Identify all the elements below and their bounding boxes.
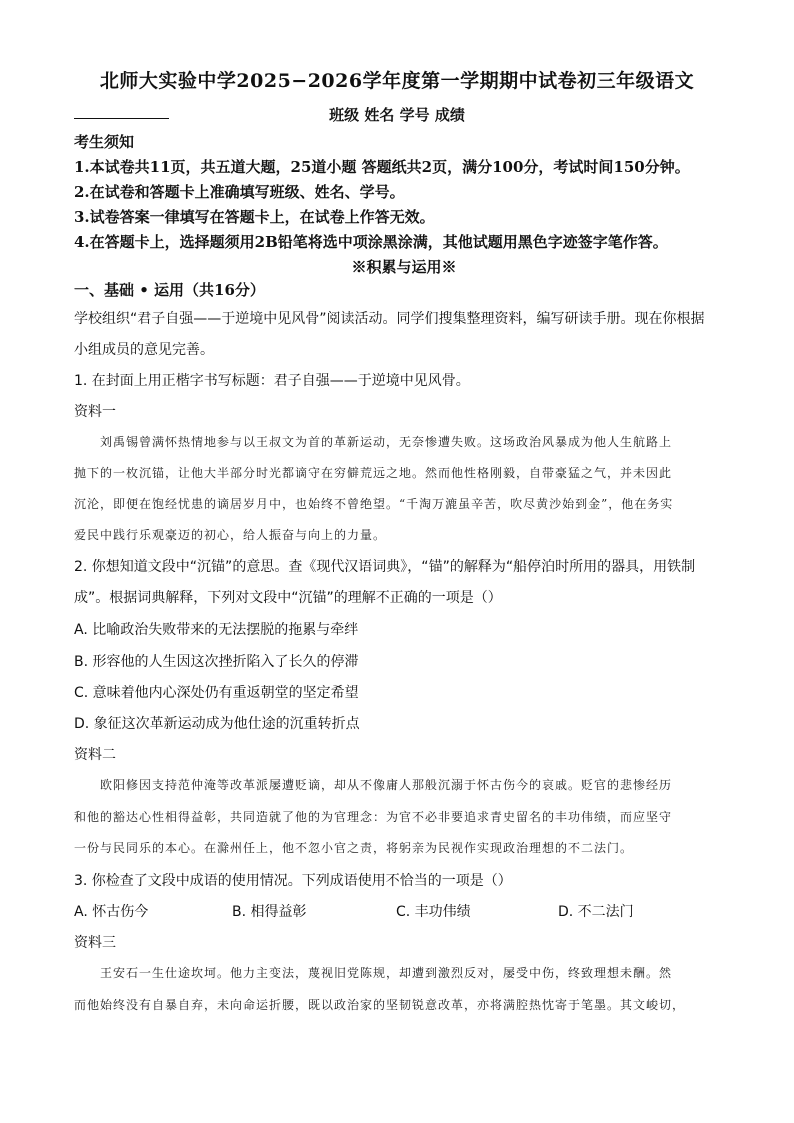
q3-option-c: C. 丰功伟绩 <box>396 904 471 920</box>
q2-option-c: C. 意味着他内心深处仍有重返朝堂的坚定希望 <box>74 685 359 701</box>
name-label: 姓名 <box>364 106 395 124</box>
material-2-label: 资料二 <box>74 747 116 763</box>
class-label: 班级 <box>329 106 360 124</box>
question-2-line: 2. 你想知道文段中“沉锚”的意思。查《现代汉语词典》，“锚”的解释为“船停泊时所用的器具，用铁制 <box>74 559 696 575</box>
material-3-line: 而他始终没有自暴自弃，未向命运折腰，既以政治家的坚韧锐意改革，亦将满腔热忱寄于笔墨。其文峻切， <box>74 998 686 1012</box>
question-2-line: 成”。根据词典解释，下列对文段中“沉锚”的理解不正确的一项是（） <box>74 590 502 606</box>
intro-line-1: 学校组织“君子自强——于逆境中见风骨”阅读活动。同学们搜集整理资料，编写研读手册。现在你根据 <box>74 311 705 327</box>
part1-heading: 一、基础 • 运用（共16分） <box>74 281 265 299</box>
q3-option-b: B. 相得益彰 <box>232 904 307 920</box>
q3-option-a: A. 怀古伤今 <box>74 904 149 920</box>
material-2-line: 一份与民同乐的本心。在滁州任上，他不忽小官之责，将躬亲为民视作实现政治理想的不二法门。 <box>74 841 634 855</box>
q3-options <box>74 901 734 921</box>
q3-option-d: D. 不二法门 <box>558 904 634 920</box>
score-label: 成绩 <box>434 106 465 124</box>
exam-title: 北师大实验中学2025−2026学年度第一学期期中试卷初三年级语文 <box>99 70 695 92</box>
q2-option-a: A. 比喻政治失败带来的无法摆脱的拖累与牵绊 <box>74 622 359 638</box>
material-1-line: 沉沦，即便在饱经忧患的谪居岁月中，也始终不曾绝望。“千淘万漉虽辛苦，吹尽黄沙始到金”，他在务实 <box>74 497 674 511</box>
q2-option-b: B. 形容他的人生因这次挫折陷入了长久的停滞 <box>74 654 359 670</box>
material-3-label: 资料三 <box>74 935 116 951</box>
question-1: 1. 在封面上用正楷字书写标题：君子自强——于逆境中见风骨。 <box>74 373 470 389</box>
notice-item-4: 4.在答题卡上，选择题须用2B铅笔将选中项涂黑涂满，其他试题用黑色字迹签字笔作答。 <box>74 233 668 251</box>
score-field[interactable] <box>74 104 169 119</box>
notice-item-1: 1.本试卷共11页，共五道大题，25道小题 答题纸共2页，满分100分，考试时间150分钟。 <box>74 158 690 176</box>
student-id-label: 学号 <box>399 106 430 124</box>
intro-line-2: 小组成员的意见完善。 <box>74 342 214 358</box>
material-3-line: 王安石一生仕途坎坷。他力主变法，蔑视旧党陈规，却遭到激烈反对，屡受中伤，终致理想未酬。然 <box>100 966 673 980</box>
q2-option-d: D. 象征这次革新运动成为他仕途的沉重转折点 <box>74 716 360 732</box>
material-1-line: 抛下的一枚沉锚，让他大半部分时光都谪守在穷僻荒远之地。然而他性格刚毅，自带豪猛之气，并未因此 <box>74 466 673 480</box>
student-info-fields <box>0 104 794 125</box>
notice-heading: 考生须知 <box>74 133 135 151</box>
section-banner: ※积累与运用※ <box>351 258 457 276</box>
material-2-line: 欧阳修因支持范仲淹等改革派屡遭贬谪，却从不像庸人那般沉溺于怀古伤今的哀戚。贬官的悲惨经历 <box>100 778 673 792</box>
material-2-line: 和他的豁达心性相得益彰，共同造就了他的为官理念：为官不必非要追求青史留名的丰功伟绩，而应坚守 <box>74 810 673 824</box>
question-3: 3. 你检查了文段中成语的使用情况。下列成语使用不恰当的一项是（） <box>74 873 512 889</box>
notice-item-3: 3.试卷答案一律填写在答题卡上，在试卷上作答无效。 <box>74 208 435 226</box>
material-1-label: 资料一 <box>74 404 116 420</box>
material-1-line: 刘禹锡曾满怀热情地参与以王叔文为首的革新运动，无奈惨遭失败。这场政治风暴成为他人生航路上 <box>100 435 673 449</box>
material-1-line: 爱民中践行乐观豪迈的初心，给人振奋与向上的力量。 <box>74 528 387 542</box>
notice-item-2: 2.在试卷和答题卡上准确填写班级、姓名、学号。 <box>74 183 405 201</box>
